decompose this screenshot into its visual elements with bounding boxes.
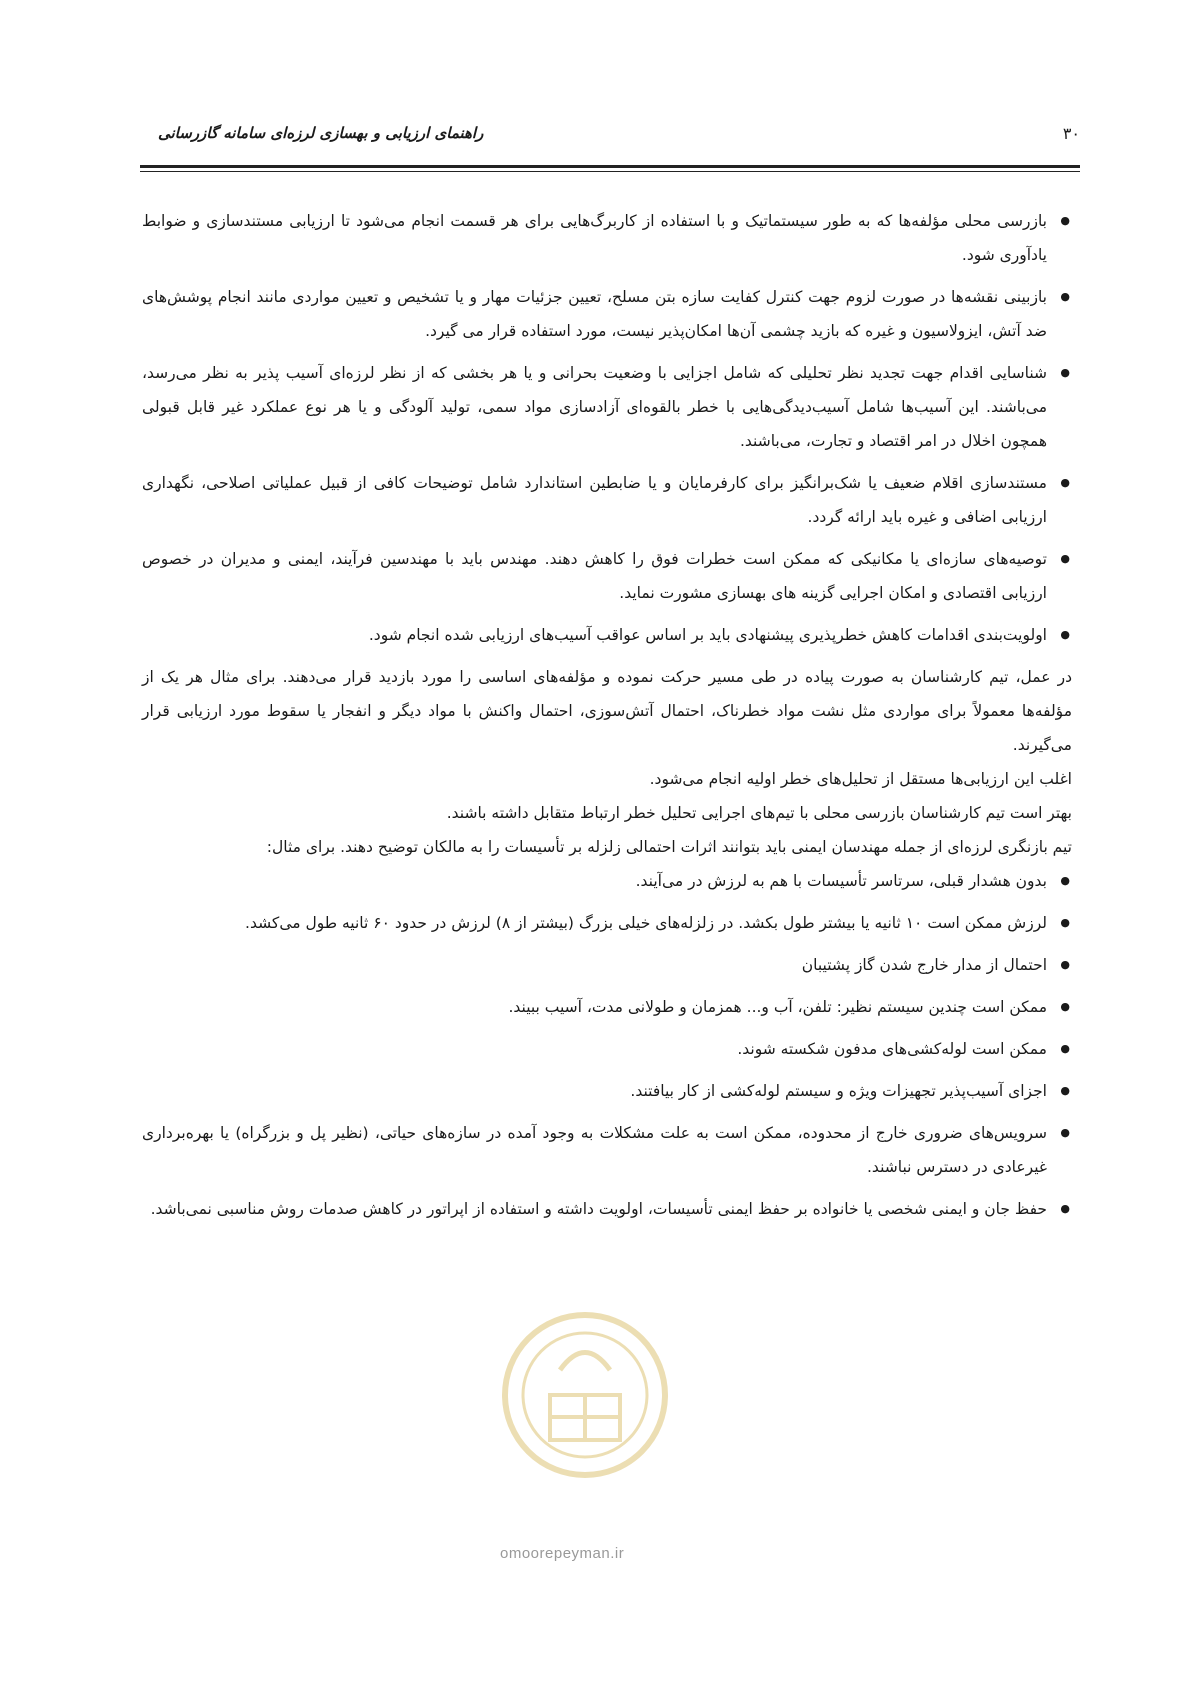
list-item: ● ممکن است لوله‌کشی‌های مدفون شکسته شوند. [142, 1032, 1072, 1066]
page-number: ۳۰ [1062, 124, 1080, 143]
page-body [142, 204, 1072, 1234]
watermark-logo [490, 1275, 680, 1555]
paragraph: بهتر است تیم کارشناسان بازرسی محلی با تیم‌های اجرایی تحلیل خطر ارتباط متقابل داشته باشند. [446, 804, 1072, 822]
page-header [140, 118, 1080, 152]
list-item: ● شناسایی اقدام جهت تجدید نظر تحلیلی که شامل اجزایی با وضعیت بحرانی و یا هر بخشی که از نظر لرزه‌ای آسیب پذیر به نظر می‌رسد، می‌باشند. این آسیب‌ها شامل آسیب‌دیدگی‌هایی با خطر بالقوه‌ای آزادسازی مواد سمی، تولید آلودگی و یا هر نوع عملکرد غیر قابل قبولی همچون اخلال در امر اقتصاد و تجارت، می‌باشند. [142, 356, 1072, 458]
list-item: ● اولویت‌بندی اقدامات کاهش خطرپذیری پیشنهادی باید بر اساس عواقب آسیب‌های ارزیابی شده انجام شود. [142, 618, 1072, 652]
list-item: ● اجزای آسیب‌پذیر تجهیزات ویژه و سیستم لوله‌کشی از کار بیافتند. [142, 1074, 1072, 1108]
list-item: ● حفظ جان و ایمنی شخصی یا خانواده بر حفظ ایمنی تأسیسات، اولویت داشته و استفاده از اپراتور در کاهش صدمات روش مناسبی نمی‌باشد. [142, 1192, 1072, 1226]
list-item: ● احتمال از مدار خارج شدن گاز پشتیبان [142, 948, 1072, 982]
paragraph: در عمل، تیم کارشناسان به صورت پیاده در طی مسیر حرکت نموده و مؤلفه‌های اساسی را مورد بازدید قرار می‌دهند. برای مثال هر یک از مؤلفه‌ها معمولاً برای مواردی مثل نشت مواد خطرناک، احتمال آتش‌سوزی، احتمال واکنش با مواد دیگر و انفجار یا سقوط مورد ارزیابی قرار می‌گیرند. [142, 668, 1072, 754]
paragraph: اغلب این ارزیابی‌ها مستقل از تحلیل‌های خطر اولیه انجام می‌شود. [649, 770, 1072, 788]
list-item: ● ممکن است چندین سیستم نظیر: تلفن، آب و... همزمان و طولانی مدت، آسیب ببیند. [142, 990, 1072, 1024]
list-item: ● سرویس‌های ضروری خارج از محدوده، ممکن است به علت مشکلات به وجود آمده در سازه‌های حیاتی، (نظیر پل و بزرگراه) یا بهره‌برداری غیرعادی در دسترس نباشند. [142, 1116, 1072, 1184]
bullet-list-review-steps [142, 204, 1072, 652]
list-item: ● توصیه‌های سازه‌ای یا مکانیکی که ممکن است خطرات فوق را کاهش دهند. مهندس باید با مهندسین فرآیند، ایمنی و مدیران در خصوص ارزیابی اقتصادی و امکان اجرایی گزینه های بهسازی مشورت نماید. [142, 542, 1072, 610]
header-rule-thin [140, 171, 1080, 172]
running-title: راهنمای ارزیابی و بهسازی لرزه‌ای سامانه گازرسانی [158, 124, 484, 142]
list-item: ● بازرسی محلی مؤلفه‌ها که به طور سیستماتیک و با استفاده از کاربرگ‌هایی برای هر قسمت انجام می‌شود تا ارزیابی مستندسازی و ضوابط یادآوری شود. [142, 204, 1072, 272]
bullet-list-earthquake-effects [142, 864, 1072, 1226]
list-item: ● مستندسازی اقلام ضعیف یا شک‌برانگیز برای کارفرمایان و یا ضابطین استاندارد شامل توضیحات کافی از قبیل عملیاتی اصلاحی، نگهداری ارزیابی اضافی و غیره باید ارائه گردد. [142, 466, 1072, 534]
list-item: ● لرزش ممکن است ۱۰ ثانیه یا بیشتر طول بکشد. در زلزله‌های خیلی بزرگ (بیشتر از ۸) لرزش در حدود ۶۰ ثانیه طول می‌کشد. [142, 906, 1072, 940]
paragraph: تیم بازنگری لرزه‌ای از جمله مهندسان ایمنی باید بتوانند اثرات احتمالی زلزله بر تأسیسات را به مالکان توضیح دهند. برای مثال: [266, 838, 1072, 856]
watermark-site: omoorepeyman.ir [500, 1545, 625, 1562]
list-item: ● بدون هشدار قبلی، سرتاسر تأسیسات با هم به لرزش در می‌آیند. [142, 864, 1072, 898]
list-item: ● بازبینی نقشه‌ها در صورت لزوم جهت کنترل کفایت سازه بتن مسلح، تعیین جزئیات مهار و یا تشخیص و تعیین مواردی مانند انجام پوشش‌های ضد آتش، ایزولاسیون و غیره که بازید چشمی آن‌ها امکان‌پذیر نیست، مورد استفاده قرار می گیرد. [142, 280, 1072, 348]
header-rule-thick [140, 165, 1080, 168]
